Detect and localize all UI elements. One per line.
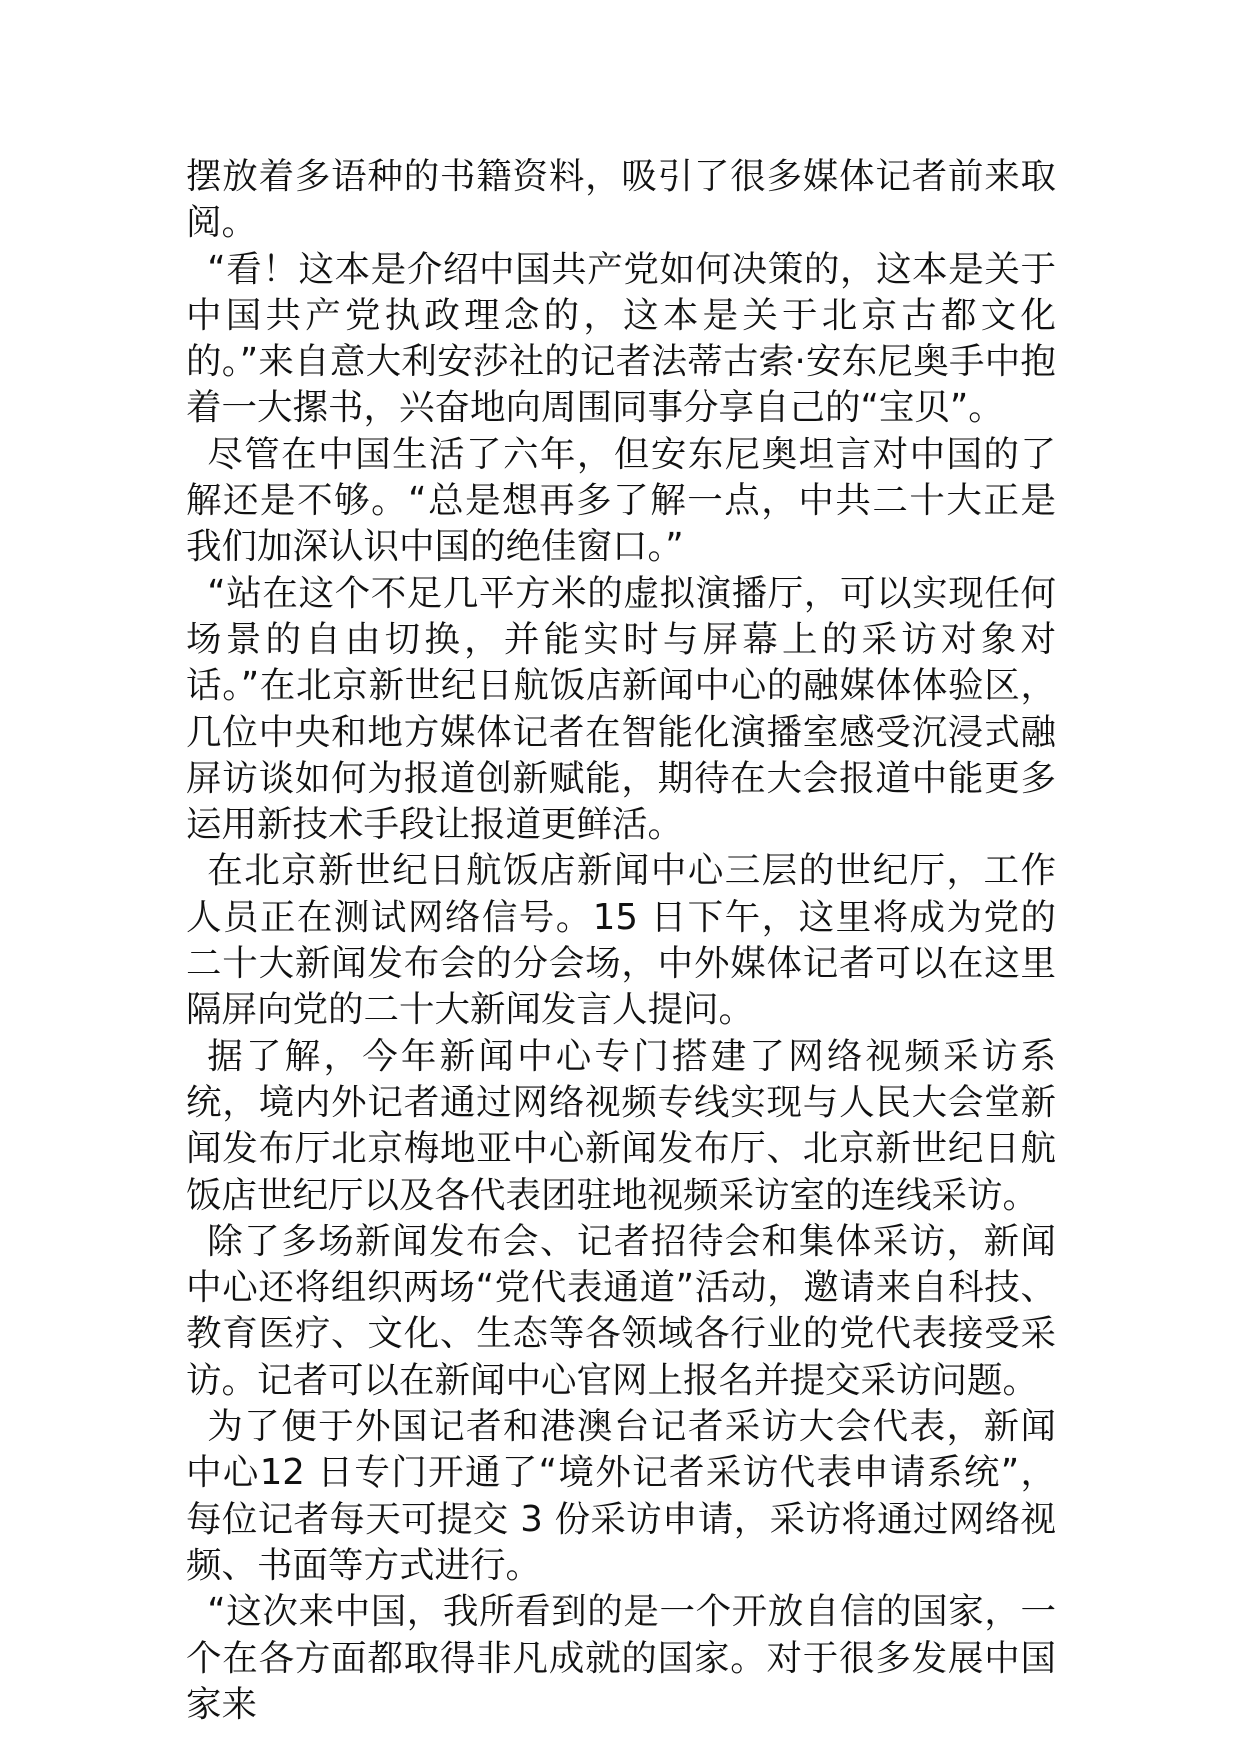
document-body — [186, 154, 1056, 1728]
paragraph: “站在这个不足几平方米的虚拟演播厅，可以实现任何场景的自由切换，并能实时与屏幕上的采访对象对话。”在北京新世纪日航饭店新闻中心的融媒体体验区，几位中央和地方媒体记者在智能化演播室感受沉浸式融屏访谈如何为报道创新赋能，期待在大会报道中能更多运用新技术手段让报道更鲜活。 — [186, 572, 1056, 846]
paragraph: “看！这本是介绍中国共产党如何决策的，这本是关于中国共产党执政理念的，这本是关于北京古都文化的。”来自意大利安莎社的记者法蒂古索·安东尼奥手中抱着一大摞书，兴奋地向周围同事分享自己的“宝贝”。 — [186, 248, 1056, 429]
paragraph: 尽管在中国生活了六年，但安东尼奥坦言对中国的了解还是不够。“总是想再多了解一点，中共二十大正是我们加深认识中国的绝佳窗口。” — [186, 433, 1056, 568]
paragraph: 为了便于外国记者和港澳台记者采访大会代表，新闻中心12 日专门开通了“境外记者采访代表申请系统”，每位记者每天可提交 3 份采访申请，采访将通过网络视频、书面等方式进行。 — [186, 1406, 1056, 1586]
paragraph: 在北京新世纪日航饭店新闻中心三层的世纪厅，工作人员正在测试网络信号。15 日下午，这里将成为党的二十大新闻发布会的分会场，中外媒体记者可以在这里隔屏向党的二十大新闻发言人提问。 — [186, 850, 1056, 1031]
paragraph: 据了解，今年新闻中心专门搭建了网络视频采访系统，境内外记者通过网络视频专线实现与人民大会堂新闻发布厅北京梅地亚中心新闻发布厅、北京新世纪日航饭店世纪厅以及各代表团驻地视频采访室的连线采访。 — [186, 1035, 1056, 1216]
paragraph: 除了多场新闻发布会、记者招待会和集体采访，新闻中心还将组织两场“党代表通道”活动，邀请来自科技、教育医疗、文化、生态等各领域各行业的党代表接受采访。记者可以在新闻中心官网上报名并提交采访问题。 — [186, 1220, 1056, 1401]
paragraph: 摆放着多语种的书籍资料，吸引了很多媒体记者前来取阅。 — [186, 156, 1056, 244]
paragraph: “这次来中国，我所看到的是一个开放自信的国家，一个在各方面都取得非凡成就的国家。对于很多发展中国家来 — [186, 1591, 1056, 1725]
